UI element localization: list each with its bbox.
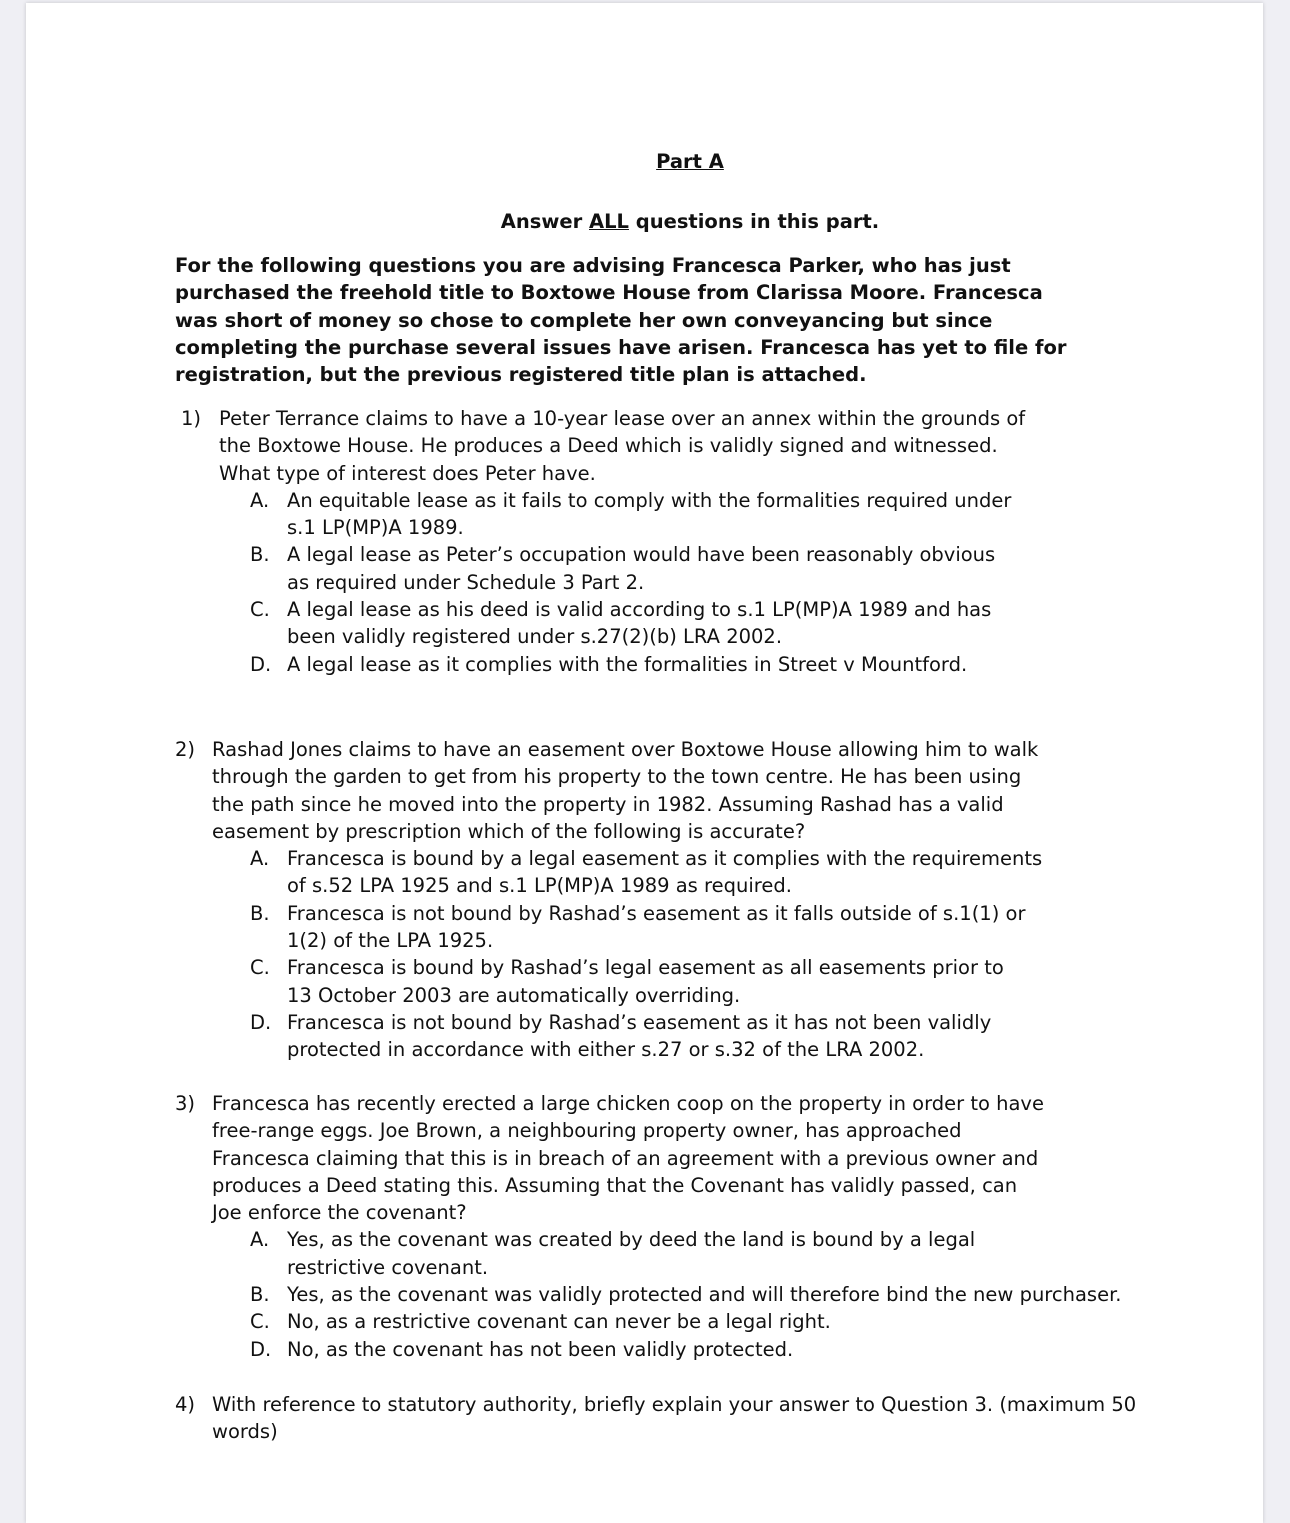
answer-option-a [175, 845, 1042, 900]
option-text-line: of s.52 LPA 1925 and s.1 LP(MP)A 1989 as required. [287, 874, 792, 898]
option-text-line: A legal lease as it complies with the formalities in Street v Mountford. [287, 652, 968, 676]
option-text-line: restrictive covenant. [287, 1255, 489, 1279]
answer-option-b [175, 1281, 1122, 1308]
question-stem-line: words) [212, 1420, 278, 1444]
question-stem-line: through the garden to get from his property to the town centre. He has been using [212, 765, 1022, 789]
option-text-line: Francesca is bound by a legal easement as it complies with the requirements [287, 847, 1043, 871]
option-letter: D. [250, 652, 272, 676]
question-stem-line: With reference to statutory authority, briefly explain your answer to Question 3. (maximum 50 [212, 1393, 1137, 1416]
question-number: 2) [175, 738, 196, 761]
answer-option-d [175, 1336, 1122, 1363]
question-stem-line: easement by prescription which of the following is accurate? [212, 819, 806, 843]
option-text-line: An equitable lease as it fails to comply with the formalities required under [287, 488, 1012, 512]
question-number: 3) [175, 1092, 196, 1115]
question-stem-line: Francesca has recently erected a large chicken coop on the property in order to have [212, 1092, 1044, 1115]
answer-option-a [181, 487, 1025, 542]
part-title: Part A [656, 150, 724, 173]
option-letter: A. [250, 488, 270, 512]
option-letter: A. [250, 1228, 270, 1252]
option-text-line: 1(2) of the LPA 1925. [287, 929, 494, 953]
question-stem-line: Francesca claiming that this is in breach of an agreement with a previous owner and [212, 1146, 1039, 1170]
option-text-line: 13 October 2003 are automatically overriding. [287, 983, 741, 1007]
answer-option-c [181, 596, 1025, 651]
intro-line: was short of money so chose to complete her own conveyancing but since [175, 308, 993, 332]
option-text-line: been validly registered under s.27(2)(b) LRA 2002. [287, 625, 783, 649]
option-text-line: A legal lease as his deed is valid according to s.1 LP(MP)A 1989 and has [287, 598, 992, 622]
option-text-line: No, as a restrictive covenant can never be a legal right. [287, 1310, 831, 1334]
option-text-line: Francesca is not bound by Rashad’s easement as it falls outside of s.1(1) or [287, 901, 1026, 925]
intro-line: purchased the freehold title to Boxtowe House from Clarissa Moore. Francesca [175, 281, 1043, 305]
option-text-line: Francesca is not bound by Rashad’s easement as it has not been validly [287, 1010, 992, 1034]
answer-option-b [181, 541, 1025, 596]
option-text-line: Yes, as the covenant was created by deed the land is bound by a legal [287, 1228, 976, 1252]
question-1 [181, 405, 1025, 678]
question-stem-line: Joe enforce the covenant? [212, 1201, 467, 1225]
question-number: 4) [175, 1393, 196, 1416]
answer-option-b [175, 900, 1042, 955]
question-stem-line: the Boxtowe House. He produces a Deed which is validly signed and witnessed. [219, 434, 998, 458]
question-stem-line: Rashad Jones claims to have an easement over Boxtowe House allowing him to walk [212, 738, 1039, 761]
intro-line: For the following questions you are advising Francesca Parker, who has just [175, 254, 1011, 277]
option-text-line: Francesca is bound by Rashad’s legal easement as all easements prior to [287, 956, 1004, 980]
option-letter: B. [250, 901, 270, 925]
question-stem-line: the path since he moved into the property in 1982. Assuming Rashad has a valid [212, 792, 1004, 816]
option-letter: A. [250, 847, 270, 871]
option-text-line: A legal lease as Peter’s occupation would have been reasonably obvious [287, 543, 996, 567]
intro-line: completing the purchase several issues have arisen. Francesca has yet to file for [175, 335, 1067, 359]
question-4 [175, 1391, 1136, 1446]
question-stem-line: What type of interest does Peter have. [219, 461, 596, 485]
option-text-line: as required under Schedule 3 Part 2. [287, 570, 645, 594]
answer-option-a [175, 1226, 1122, 1281]
instruction-emphasis: ALL [589, 210, 629, 233]
question-stem-line: free-range eggs. Joe Brown, a neighbouring property owner, has approached [212, 1119, 962, 1143]
question-number: 1) [181, 407, 202, 430]
option-letter: C. [250, 1310, 270, 1334]
answer-option-d [175, 1009, 1042, 1064]
question-stem-line: produces a Deed stating this. Assuming that the Covenant has validly passed, can [212, 1173, 1018, 1197]
answer-option-c [175, 954, 1042, 1009]
option-text-line: s.1 LP(MP)A 1989. [287, 516, 464, 540]
option-letter: D. [250, 1010, 272, 1034]
intro-line: registration, but the previous registered title plan is attached. [175, 363, 867, 387]
part-instruction [0, 210, 1290, 233]
option-letter: C. [250, 956, 270, 980]
instruction-text: Answer [500, 210, 590, 233]
answer-option-d [181, 651, 1025, 678]
question-3 [175, 1090, 1122, 1363]
option-text-line: protected in accordance with either s.27 or s.32 of the LRA 2002. [287, 1038, 925, 1062]
instruction-text: questions in this part. [628, 210, 880, 233]
option-text-line: No, as the covenant has not been validly protected. [287, 1337, 794, 1361]
option-text-line: Yes, as the covenant was validly protected and will therefore bind the new purchaser. [287, 1283, 1122, 1307]
answer-option-c [175, 1308, 1122, 1335]
question-stem-line: Peter Terrance claims to have a 10-year lease over an annex within the grounds of [219, 407, 1026, 430]
question-2 [175, 736, 1042, 1064]
option-letter: B. [250, 1283, 270, 1307]
scenario-intro [175, 252, 1067, 388]
option-letter: D. [250, 1337, 272, 1361]
option-letter: C. [250, 598, 270, 622]
option-letter: B. [250, 543, 270, 567]
